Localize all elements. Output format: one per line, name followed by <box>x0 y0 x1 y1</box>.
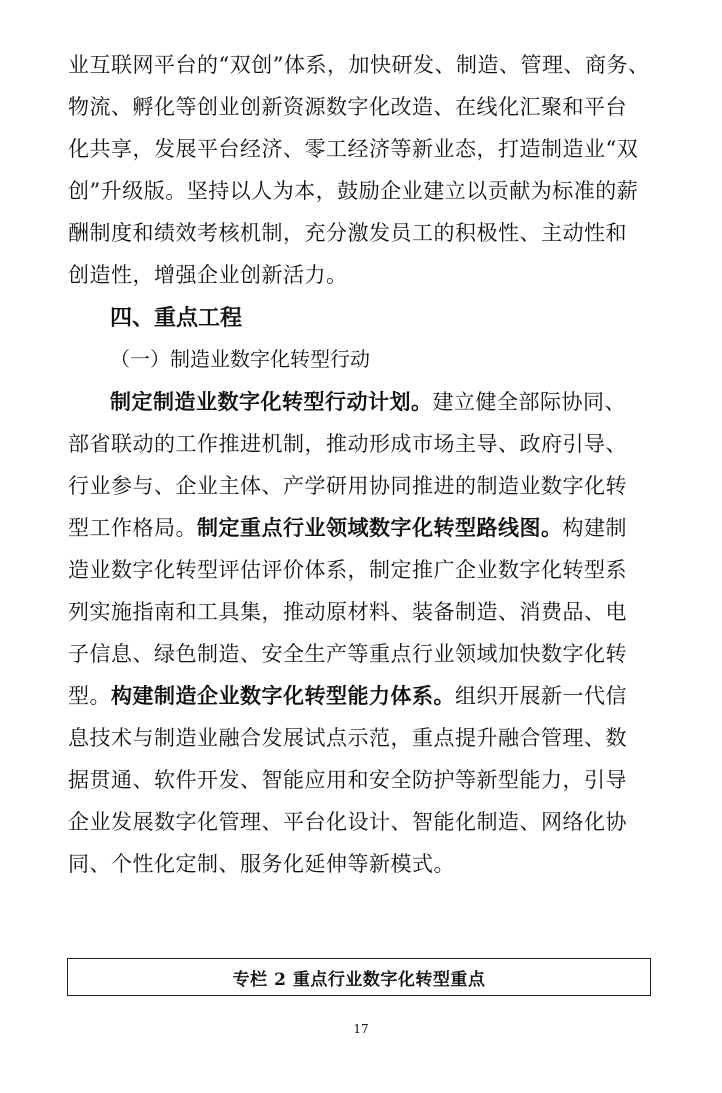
paragraph-line: 部省联动的工作推进机制，推动形成市场主导、政府引导、 <box>68 432 627 456</box>
bold-lead-text: 构建制造企业数字化转型能力体系。 <box>111 683 455 708</box>
section-heading: 四、重点工程 <box>110 306 243 331</box>
paragraph-text: 型。 <box>68 684 111 708</box>
column-box-title: 专栏 2 重点行业数字化转型重点 <box>232 969 486 990</box>
bold-lead-text: 制定制造业数字化转型行动计划。 <box>110 389 433 414</box>
paragraph-line: 创造性，增强企业创新活力。 <box>68 263 348 287</box>
paragraph-line <box>110 387 658 417</box>
paragraph-text: 建立健全部际协同、 <box>432 390 626 414</box>
paragraph-line: 造业数字化转型评估评价体系，制定推广企业数字化转型系 <box>68 558 627 582</box>
column-box <box>67 958 651 996</box>
paragraph-line: 据贯通、软件开发、智能应用和安全防护等新型能力，引导 <box>68 768 627 792</box>
paragraph-line: 业互联网平台的“双创”体系，加快研发、制造、管理、商务、 <box>68 53 650 77</box>
bold-lead-text: 制定重点行业领域数字化转型路线图。 <box>197 515 563 540</box>
paragraph-text: 型工作格局。 <box>68 516 197 540</box>
paragraph-line: 列实施指南和工具集，推动原材料、装备制造、消费品、电 <box>68 600 627 624</box>
paragraph-line: 物流、孵化等创业创新资源数字化改造、在线化汇聚和平台 <box>68 95 627 119</box>
paragraph-text: 构建制 <box>562 516 627 540</box>
paragraph-line: 同、个性化定制、服务化延伸等新模式。 <box>68 852 455 876</box>
subsection-heading: （一）制造业数字化转型行动 <box>110 347 370 371</box>
paragraph-line: 化共享，发展平台经济、零工经济等新业态，打造制造业“双 <box>68 137 639 161</box>
paragraph-text: 组织开展新一代信 <box>455 684 627 708</box>
page-number: 17 <box>353 1022 369 1036</box>
paragraph-line: 创”升级版。坚持以人为本，鼓励企业建立以贡献为标准的薪 <box>68 179 639 203</box>
paragraph-line: 子信息、绿色制造、安全生产等重点行业领域加快数字化转 <box>68 642 627 666</box>
paragraph-line: 企业发展数字化管理、平台化设计、智能化制造、网络化协 <box>68 810 627 834</box>
paragraph-line <box>68 681 658 711</box>
paragraph-line: 行业参与、企业主体、产学研用协同推进的制造业数字化转 <box>68 474 627 498</box>
paragraph-line: 酬制度和绩效考核机制，充分激发员工的积极性、主动性和 <box>68 221 627 245</box>
paragraph-line <box>68 513 658 543</box>
paragraph-line: 息技术与制造业融合发展试点示范，重点提升融合管理、数 <box>68 726 627 750</box>
